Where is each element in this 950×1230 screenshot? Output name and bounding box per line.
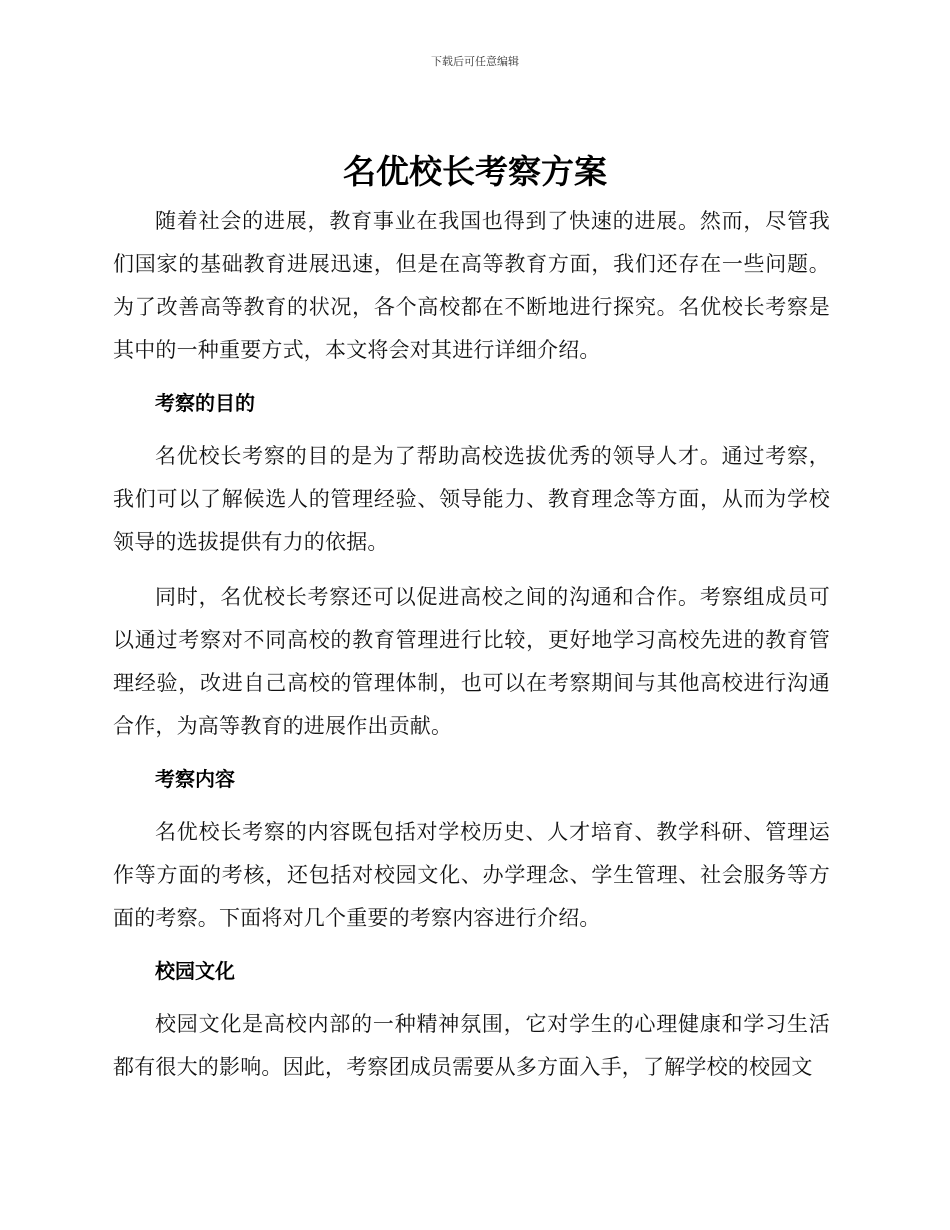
section-heading-purpose: 考察的目的 (155, 391, 255, 415)
document-body (113, 200, 830, 1089)
purpose-paragraph-2: 同时，名优校长考察还可以促进高校之间的沟通和合作。考察组成员可以通过考察对不同高校的教育管理进行比较，更好地学习高校先进的教育管理经验，改进自己高校的管理体制，也可以在考察期间与其他高校进行沟通合作，为高等教育的进展作出贡献。 (113, 585, 830, 738)
campus-culture-paragraph-1: 校园文化是高校内部的一种精神氛围，它对学生的心理健康和学习生活都有很大的影响。因此，考察团成员需要从多方面入手，了解学校的校园文 (113, 1012, 830, 1079)
section-heading-campus-culture: 校园文化 (155, 959, 235, 983)
page-header: 下载后可任意编辑 (431, 55, 519, 68)
section-heading-content: 考察内容 (155, 767, 235, 791)
content-paragraph-1: 名优校长考察的内容既包括对学校历史、人才培育、教学科研、管理运作等方面的考核，还包括对校园文化、办学理念、学生管理、社会服务等方面的考察。下面将对几个重要的考察内容进行介绍。 (113, 820, 830, 930)
intro-paragraph: 随着社会的进展，教育事业在我国也得到了快速的进展。然而，尽管我们国家的基础教育进展迅速，但是在高等教育方面，我们还存在一些问题。为了改善高等教育的状况，各个高校都在不断地进行探究。名优校长考察是其中的一种重要方式，本文将会对其进行详细介绍。 (113, 209, 830, 362)
purpose-paragraph-1: 名优校长考察的目的是为了帮助高校选拔优秀的领导人才。通过考察，我们可以了解候选人的管理经验、领导能力、教育理念等方面，从而为学校领导的选拔提供有力的依据。 (113, 444, 830, 554)
document-title: 名优校长考察方案 (343, 152, 607, 191)
